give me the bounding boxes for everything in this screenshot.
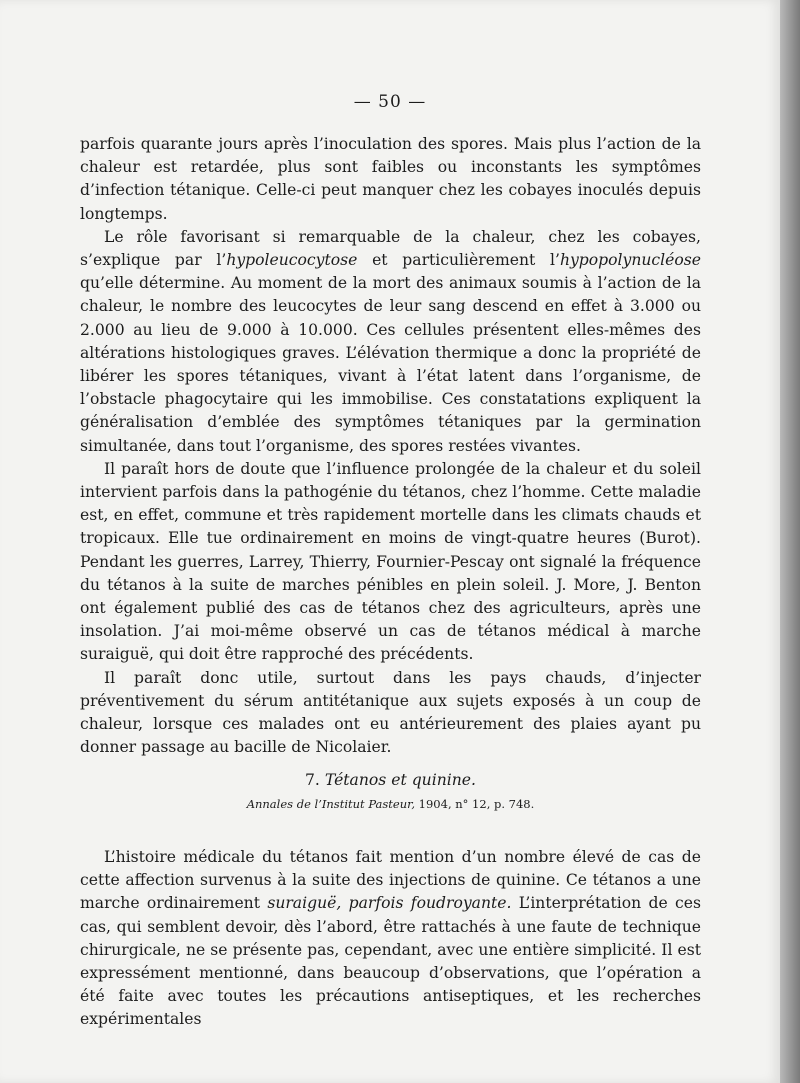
term-hypopolynucleose: hypopolynucléose	[559, 251, 701, 270]
text-block-bottom	[80, 846, 701, 1032]
paragraph-quinine	[80, 846, 701, 1032]
section-citation	[80, 797, 701, 811]
paragraph-heat-role	[80, 226, 701, 458]
section-number: 7.	[305, 771, 320, 789]
paragraph-text: L’interprétation de ces cas, qui semblent devoir, dès l’abord, être rattachés à une faute de technique chirurgicale, ne se présente pas, cependant, avec une entière simplicité. Il est expressément mentionné, dans beaucoup d’observations, que l’opération a été faite avec toutes les précautions antiseptiques, et les recherches expérimentales	[80, 894, 701, 1029]
paragraph-text: qu’elle détermine. Au moment de la mort des animaux soumis à l’action de la chaleur, le nombre des leucocytes de leur sang descend en effet à 3.000 ou 2.000 au lieu de 9.000 à 10.000. Ces cellules présentent elles-mêmes des altérations histologiques graves. L’élévation thermique a donc la propriété de libérer les spores tétaniques, vivant à l’état latent dans l’organisme, de l’obstacle phagocytaire qui les immobilise. Ces constatations expliquent la généralisation d’emblée des symptômes tétaniques par la germination simultanée, dans tout l’organisme, des spores restées vivantes.	[80, 274, 701, 455]
page-number: — 50 —	[353, 92, 427, 112]
paragraph-human-tetanus: Il paraît hors de doute que l’influence prolongée de la chaleur et du soleil intervient parfois dans la pathogénie du tétanos, chez l’homme. Cette maladie est, en effet, commune et très rapidement mortelle dans les climats chauds et tropicaux. Elle tue ordinairement en moins de vingt-quatre heures (Burot). Pendant les guerres, Larrey, Thierry, Fournier-Pescay ont signalé la fréquence du tétanos à la suite de marches pénibles en plein soleil. J. More, J. Benton ont également publié des cas de tétanos chez des agriculteurs, après une insolation. J’ai moi-même observé un cas de tétanos médical à marche suraiguë, qui doit être rapproché des précédents.	[80, 459, 701, 664]
page-edge-shadow	[780, 0, 800, 1083]
paragraph-continuation: parfois quarante jours après l’inoculation des spores. Mais plus l’action de la chaleur est retardée, plus sont faibles ou inconstants les symptômes d’infection tétanique. Celle-ci peut manquer chez les cobayes inoculés depuis longtemps.	[80, 135, 701, 223]
paragraph-text: et particulièrement l’	[357, 251, 560, 270]
paragraph-text: Le rôle favorisant si remarquable de la chaleur, chez les cobayes, s’explique par l’	[80, 227, 701, 270]
term-hypoleucocytose: hypoleucocytose	[226, 251, 358, 270]
paragraph-serum: Il paraît donc utile, surtout dans les pays chauds, d’injecter préventivement du sérum antitétanique aux sujets exposés à un coup de chaleur, lorsque ces malades ont eu antérieurement des plaies ayant pu donner passage au bacille de Nicolaier.	[80, 668, 701, 757]
paragraph-text: L’histoire médicale du tétanos fait mention d’un nombre élevé de cas de cette affection survenus à la suite des injections de quinine. Ce tétanos a une marche ordinairement	[80, 848, 701, 913]
citation-journal: Annales de l’Institut Pasteur,	[246, 797, 416, 811]
text-block-top	[80, 133, 701, 759]
citation-reference: 1904, n° 12, p. 748.	[418, 797, 535, 811]
section-heading	[80, 771, 701, 789]
section-title: Tétanos et quinine.	[324, 771, 476, 789]
emphasis-suraigue: suraiguë, parfois foudroyante.	[267, 894, 512, 913]
